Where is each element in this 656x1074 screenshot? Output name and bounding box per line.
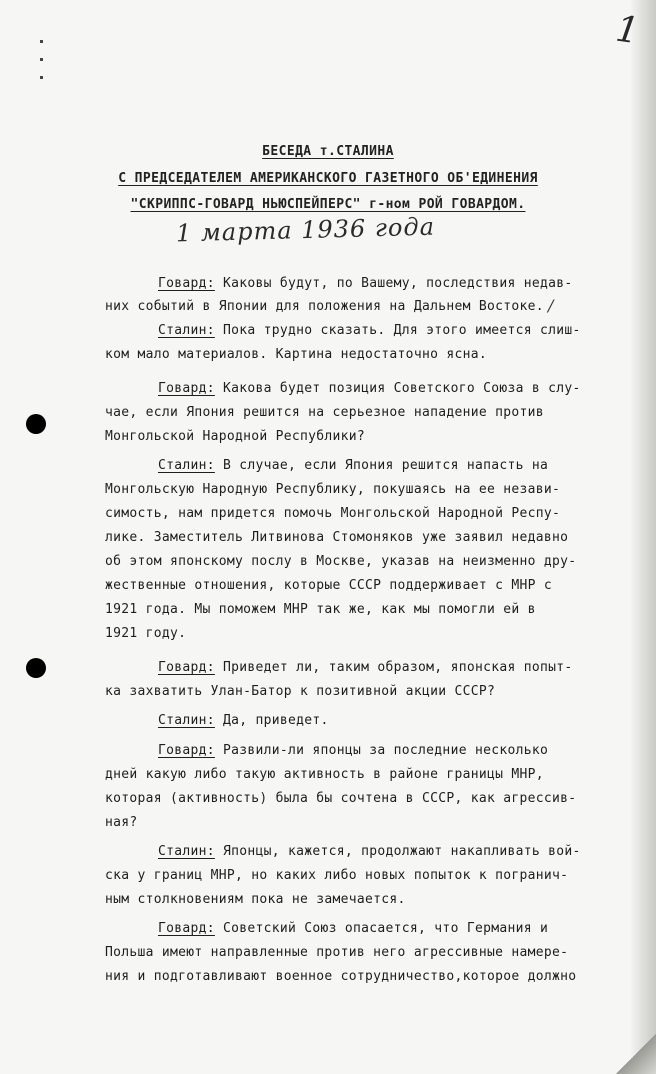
text-line <box>158 275 588 293</box>
text-line <box>105 601 585 619</box>
document-heading-line1: БЕСЕДА т.СТАЛИНА <box>262 144 394 159</box>
handwritten-date: 1 марта 1936 года <box>175 212 436 248</box>
text-line <box>158 712 588 730</box>
margin-tick <box>40 40 43 43</box>
text-line <box>105 346 585 364</box>
text-line <box>158 742 588 760</box>
line-text: Монгольской Народной Республики? <box>105 429 366 444</box>
line-text: 1921 году. <box>105 626 187 641</box>
text-line <box>105 790 585 808</box>
speaker-label: Говард: <box>158 660 215 675</box>
text-line <box>105 505 585 523</box>
speaker-label: Говард: <box>158 921 215 936</box>
line-text: ска у границ МНР, но каких либо новых попыток к погранич- <box>105 868 569 883</box>
punch-hole <box>26 658 46 678</box>
line-text: ным столкновениям пока не замечается. <box>105 892 406 907</box>
line-text: В случае, если Япония решится напасть на <box>214 458 549 473</box>
text-line <box>105 553 585 571</box>
line-text: Каковы будут, по Вашему, последствия недав- <box>214 276 573 291</box>
text-line <box>158 920 588 938</box>
text-line <box>105 891 585 909</box>
text-line <box>105 428 585 446</box>
line-text: лике. Заместитель Литвинова Стомоняков уже заявил недавно <box>105 530 569 545</box>
speaker-label: Говард: <box>158 381 215 396</box>
line-text: Советский Союз опасается, что Германия и <box>214 921 549 936</box>
line-text: Приведет ли, таким образом, японская попыт- <box>214 660 573 675</box>
speaker-label: Сталин: <box>158 458 215 473</box>
text-line <box>158 659 588 677</box>
margin-tick <box>40 76 43 79</box>
text-line <box>158 322 588 340</box>
text-line <box>105 404 585 422</box>
line-text: Развили-ли японцы за последние несколько <box>214 743 549 758</box>
speaker-label: Говард: <box>158 743 215 758</box>
line-text: ная? <box>105 815 138 830</box>
speaker-label: Сталин: <box>158 323 215 338</box>
punch-hole <box>26 414 46 434</box>
line-text: симость, нам придется помочь Монгольской Народной Респу- <box>105 506 561 521</box>
line-text: ния и подготавливают военное сотрудничество,которое должно <box>105 969 577 984</box>
text-line <box>105 867 585 885</box>
line-text: чае, если Япония решится на серьезное нападение против <box>105 405 544 420</box>
text-line <box>105 944 585 962</box>
line-text: Японцы, кажется, продолжают накапливать вой- <box>214 844 581 859</box>
line-text: Монгольскую Народную Республику, покушаясь на ее незави- <box>105 482 561 497</box>
line-text: них событий в Японии для положения на Дальнем Востоке. <box>105 299 544 314</box>
line-text: ком мало материалов. Картина недостаточно ясна. <box>105 347 487 362</box>
text-line <box>105 683 585 701</box>
line-text: Пока трудно сказать. Для этого имеется слиш- <box>214 323 581 338</box>
text-line <box>105 577 585 595</box>
text-line <box>105 814 585 832</box>
text-line <box>105 625 585 643</box>
text-line <box>158 457 588 475</box>
document-heading-line2: С ПРЕДСЕДАТЕЛЕМ АМЕРИКАНСКОГО ГАЗЕТНОГО ОБ'ЕДИНЕНИЯ <box>118 171 538 186</box>
line-text: Польша имеют направленные против него агрессивные намере- <box>105 945 569 960</box>
line-text: 1921 года. Мы поможем МНР так же, как мы помогли ей в <box>105 602 536 617</box>
page-corner-curl <box>616 1034 656 1074</box>
handwritten-page-number: 1 <box>613 8 642 53</box>
line-text: Да, приведет. <box>214 713 329 728</box>
text-line <box>158 843 588 861</box>
speaker-label: Говард: <box>158 276 215 291</box>
handwritten-margin-mark: / <box>548 296 554 315</box>
line-text: об этом японскому послу в Москве, указав на неизменно дру- <box>105 554 577 569</box>
line-text: Какова будет позиция Советского Союза в слу- <box>214 381 581 396</box>
line-text: ка захватить Улан-Батор к позитивной акции СССР? <box>105 684 496 699</box>
line-text: которая (активность) была бы сочтена в СССР, как агрессив- <box>105 791 577 806</box>
text-line <box>105 481 585 499</box>
line-text: жественные отношения, которые СССР поддерживает с МНР с <box>105 578 552 593</box>
text-line <box>105 529 585 547</box>
text-line <box>158 380 588 398</box>
speaker-label: Сталин: <box>158 844 215 859</box>
speaker-label: Сталин: <box>158 713 215 728</box>
margin-tick <box>40 58 43 61</box>
document-heading-line3: "СКРИППС-ГОВАРД НЬЮСПЕЙПЕРС" г-ном РОЙ ГОВАРДОМ. <box>130 197 526 212</box>
page-edge-shadow <box>630 0 656 1074</box>
text-line <box>105 968 585 986</box>
text-line <box>105 298 585 316</box>
line-text: дней какую либо такую активность в районе границы МНР, <box>105 767 544 782</box>
text-line <box>105 766 585 784</box>
